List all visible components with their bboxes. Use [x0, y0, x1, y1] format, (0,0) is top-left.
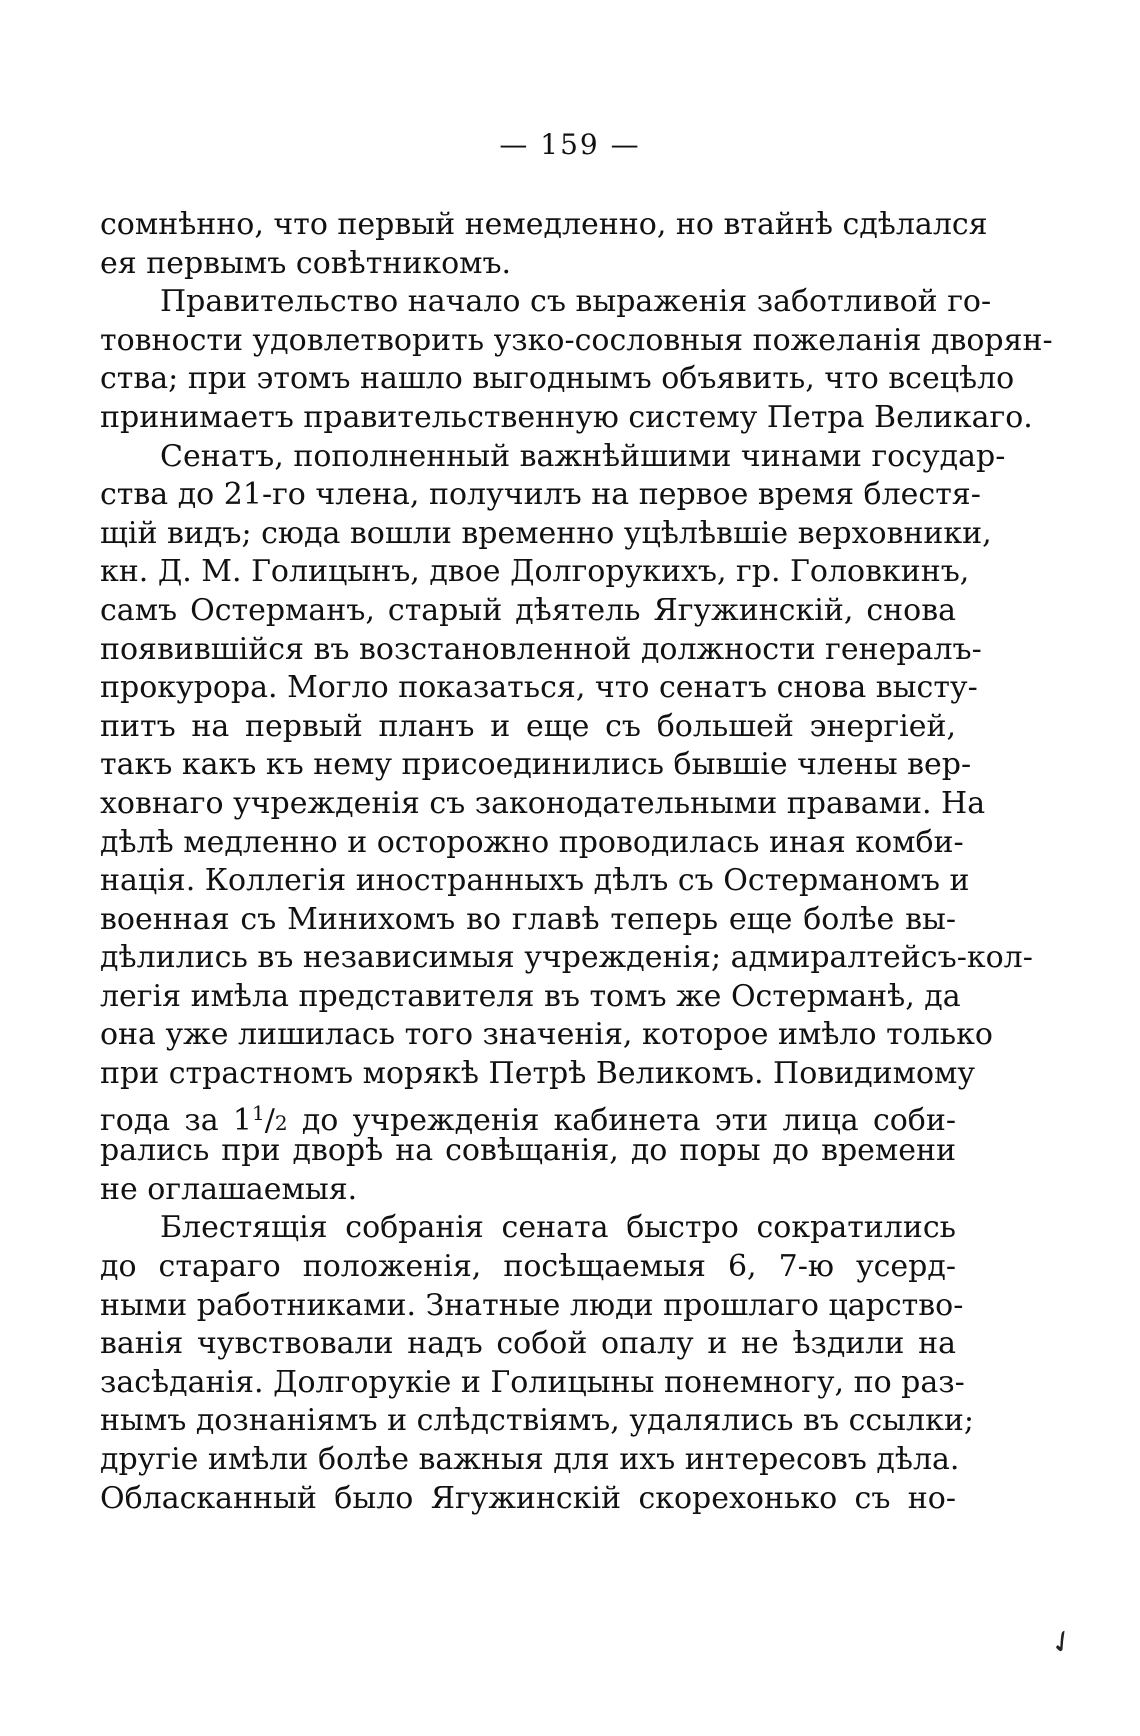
text-line: она уже лишилась того значенія, которое имѣло только	[100, 1017, 993, 1053]
fraction-numerator: 1	[251, 1100, 265, 1125]
text-line: дѣлились въ независимыя учрежденія; адмиралтейсъ-кол-	[100, 940, 1033, 976]
text-line: нымъ дознаніямъ и слѣдствіямъ, удалялись въ ссылки;	[100, 1403, 974, 1439]
text-line: принимаетъ правительственную систему Петра Великаго.	[100, 399, 1033, 435]
text-line: ными работниками. Знатные люди прошлаго царство-	[100, 1287, 964, 1323]
text-line: щій видъ; сюда вошли временно уцѣлѣвшіе верховники,	[100, 515, 992, 551]
margin-check-mark: ✓	[1042, 1621, 1083, 1664]
text-line: нація. Коллегія иностранныхъ дѣлъ съ Остерманомъ и	[100, 863, 970, 899]
text-line: другіе имѣли болѣе важныя для ихъ интересовъ дѣла.	[100, 1442, 960, 1477]
text-line: прокурора. Могло показаться, что сенатъ снова высту-	[100, 670, 978, 706]
text-line: появившійся въ возстановленной должности генералъ-	[100, 631, 982, 667]
text-line: рались при дворѣ на совѣщанія, до поры до времени	[100, 1133, 956, 1169]
fraction-slash: /	[264, 1102, 275, 1138]
text-line: питъ на первый планъ и еще съ большей энергіей,	[100, 708, 956, 744]
body-text	[100, 206, 1053, 1518]
text-line: при страстномъ морякѣ Петрѣ Великомъ. Повидимому	[100, 1056, 975, 1092]
text-line-with-fraction	[100, 1094, 957, 1138]
text-line: ства до 21-го члена, получилъ на первое время блестя-	[100, 477, 981, 513]
text-line: до стараго положенія, посѣщаемыя 6, 7-ю усерд-	[100, 1249, 956, 1285]
paragraph-start-line: Сенатъ, пополненный важнѣйшими чинами государ-	[160, 438, 1006, 474]
text-line: военная съ Минихомъ во главѣ теперь еще болѣе вы-	[100, 901, 956, 937]
text-line: кн. Д. М. Голицынъ, двое Долгорукихъ, гр. Головкинъ,	[100, 554, 970, 590]
line-part-before-fraction: года за 1	[100, 1102, 252, 1138]
text-line: такъ какъ къ нему присоединились бывшіе члены вер-	[100, 747, 972, 783]
paragraph-start-line: Правительство начало съ выраженія заботливой го-	[160, 284, 992, 320]
text-line: дѣлѣ медленно и осторожно проводилась иная комби-	[100, 824, 964, 860]
text-line: сомнѣнно, что первый немедленно, но втайнѣ сдѣлался	[100, 207, 988, 242]
page-number: — 159 —	[499, 128, 641, 161]
text-line: ства; при этомъ нашло выгоднымъ объявить, что всецѣло	[100, 361, 1015, 397]
text-line: ховнаго учрежденія съ законодательными правами. На	[100, 785, 986, 821]
text-line: легія имѣла представителя въ томъ же Остерманѣ, да	[100, 978, 961, 1014]
text-line: ея первымъ совѣтникомъ.	[100, 245, 512, 281]
paragraph-start-line: Блестящія собранія сената быстро сократились	[160, 1210, 956, 1246]
text-line: засѣданія. Долгорукіе и Голицыны понемногу, по раз-	[100, 1364, 965, 1400]
text-line: Обласканный было Ягужинскій скорехонько съ но-	[100, 1480, 956, 1516]
text-line: товности удовлетворить узко-сословныя пожеланія дворян-	[100, 322, 1053, 358]
text-line: не оглашаемыя.	[100, 1171, 358, 1207]
fraction-denominator: 2	[274, 1110, 288, 1135]
text-line: ванія чувствовали надъ собой опалу и не ѣздили на	[100, 1326, 956, 1362]
line-part-after-fraction: до учрежденія кабинета эти лица соби-	[301, 1102, 957, 1138]
text-line: самъ Остерманъ, старый дѣятель Ягужинскій, снова	[100, 592, 956, 628]
